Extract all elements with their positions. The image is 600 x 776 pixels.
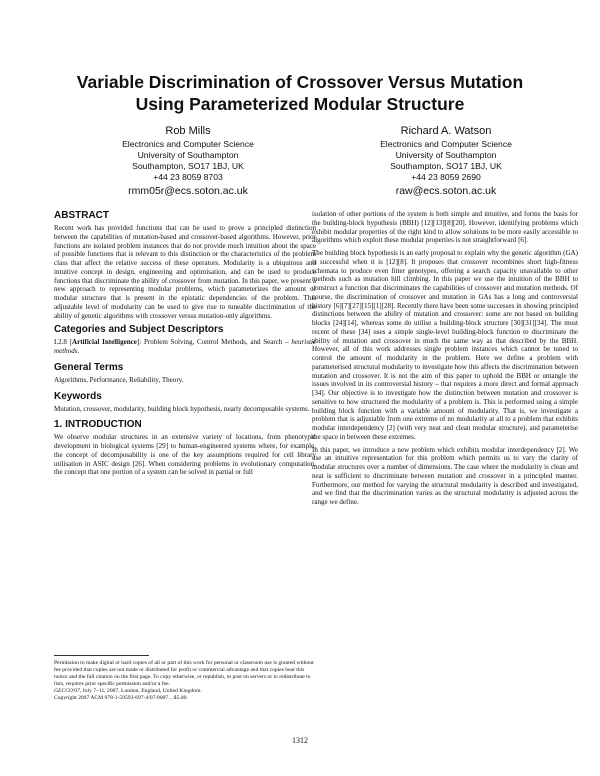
title-line-1: Variable Discrimination of Crossover Versus Mutation: [76, 72, 524, 92]
abstract-heading: ABSTRACT: [54, 210, 109, 221]
author-univ: University of Southampton: [395, 150, 497, 160]
categories-rest: ]: Problem Solving, Control Methods, and Search –: [136, 338, 289, 347]
categories-italic: heuristic methods: [54, 338, 317, 355]
right-paragraph-3: In this paper, we introduce a new problem which exhibits modular interdependency [2]. We use an intuitive representation for this problem which permits us to vary the clarity of modular structures over a number of dimensions. The case where the modularity is clean and neat is sufficient to discriminate between mutation and crossover in a principled manner. Furthermore, our method for varying the structural modularity is described and investigated, and we find that the discrimination varies as the structural modularity is adjusted across the range we define.: [312, 445, 578, 506]
permission-notice: [54, 660, 316, 703]
author-name: Richard A. Watson: [400, 125, 492, 137]
left-column: [54, 210, 316, 481]
author-name: Rob Mills: [165, 125, 211, 137]
author-phone: +44 23 8059 8703: [153, 172, 223, 182]
introduction-heading: 1. INTRODUCTION: [54, 419, 142, 431]
author-dept: Electronics and Computer Science: [380, 139, 512, 149]
author-dept: Electronics and Computer Science: [122, 139, 254, 149]
right-column: [312, 210, 578, 511]
conference-details: , July 7–11, 2007, London, England, United Kingdom.: [79, 688, 202, 695]
terms-heading: General Terms: [54, 361, 124, 373]
permission-text: Permission to make digital or hard copies of all or part of this work for personal or classroom use is granted without fee provided that copies are not made or distributed for profit or commercial advantage and that copies bear this notice and the full citation on the first page. To copy otherwise, or republish, to post on servers or to redistribute to lists, requires prior specific permission and/or a fee.: [54, 660, 314, 688]
categories-end: .: [77, 347, 80, 355]
terms-text: Algorithms, Performance, Reliability, Theory.: [54, 375, 184, 384]
author-univ: University of Southampton: [137, 150, 239, 160]
categories-code: I.2.8 [: [54, 338, 72, 347]
keywords-heading: Keywords: [54, 390, 102, 402]
conference-name: GECCO'07: [54, 688, 80, 695]
abstract-text: Recent work has provided functions that can be used to prove a principled distinction between the capabilities of mutation-based and crossover-based algorithms. However, prior functions are isolated problem instances that do not provide much intuition about the space of possible functions that is relevant to this distinction or the characteristics of the problem class that affect the relative success of these operators. Modularity is a ubiquitous and intuitive concept in design, engineering and optimisation, and can be used to produce functions that discriminate the ability of crossover from mutation. In this paper, we present a new approach to representing modular problems, which parameterizes the amount of modular structure that is present in the epistatic dependencies of the problem. This adjustable level of modularity can be used to give rise to tuneable discrimination of the ability of genetic algorithms with crossover versus mutation-only algorithms.: [54, 224, 316, 320]
author-block-2: [326, 124, 566, 198]
title-line-2: Using Parameterized Modular Structure: [135, 94, 465, 114]
author-address: Southampton, SO17 1BJ, UK: [132, 161, 244, 171]
categories-bold: Artificial Intelligence: [71, 338, 137, 347]
categories-heading: Categories and Subject Descriptors: [54, 324, 224, 336]
author-email: raw@ecs.soton.ac.uk: [395, 185, 497, 197]
author-address: Southampton, SO17 1BJ, UK: [390, 161, 502, 171]
author-email: rmm05r@ecs.soton.ac.uk: [128, 185, 248, 197]
keywords-text: Mutation, crossover, modularity, building block hypothesis, nearly decomposable systems.: [54, 404, 310, 413]
paper-title: [40, 71, 560, 115]
footnote-rule: [54, 655, 149, 656]
introduction-text: We observe modular structures in an extensive variety of locations, from phenotypic development in biological systems [29] to human-engineered systems where, for example, the concept of decomposability is one of the key assumptions required for cell library utilisation in ASIC design [26]. When considering problems in evolutionary computation, the concept that one portion of a system can be solved in partial or full: [54, 433, 316, 477]
page-number: 1312: [292, 736, 308, 745]
right-paragraph-2: The building block hypothesis is an early proposal to explain why the genetic algorithm (GA) is successful when it is [12][8]. It proposes that crossover recombines short high-fitness schemata to produce even fitter genotypes, offering a search capacity unavailable to other methods such as mutation hill climbing. In this paper we use the intuition of the BBH to construct a function that discriminates the capabilities of crossover and mutation methods. Of course, the discrimination of crossover and mutation in GAs has a long and controversial history [6][7][27][15][1][28]. Recently there have been some successes in showing principled distinctions between the ability of mutation and crossover: some are not based on building blocks [24][14], whereas some do utilise a building-block structure [30][31][34]. The most recent of these [34] uses a simple single-level building-block function to discriminate the ability of mutation and crossover in much the same way as that described by the BBH. However, all of this work addresses single problem instances which cannot be tuned to control the amount of modularity in the problem. Here we define a problem with parameterised structural modularity to investigate how this affects the discrimination between mutation and crossover. It is not the aim of this paper to uphold the BBH or untangle the issues involved in its controversial history – that requires a more direct and formal approach [34]. Our objective is to investigate how the distinction between mutation and crossover is sensitive to how structured the modularity of a problem is. This is performed using a simple building block function with a variable amount of modularity. That is, we investigate a problem that is adjustable from one extreme of no modularity at all to a problem that exhibits modular interdependency [2] (with very neat and clean modular structure), and parameterise the space in between these extremes.: [312, 249, 578, 441]
right-paragraph-1: isolation of other portions of the system is both simple and intuitive, and forms the basis for the building-block hypothesis (BBH) [12][13][8][20]. However, identifying problems which exhibit modular properties of the right kind to allow solutions to be more easily accessible to algorithms which exploit these modular properties is not straightforward [6].: [312, 210, 578, 245]
copyright-line: Copyright 2007 ACM 978-1-59593-697-4/07/0007…$5.00.: [54, 695, 188, 702]
author-block-1: [68, 124, 308, 198]
author-phone: +44 23 8059 2690: [411, 172, 481, 182]
categories-text: [54, 338, 316, 356]
